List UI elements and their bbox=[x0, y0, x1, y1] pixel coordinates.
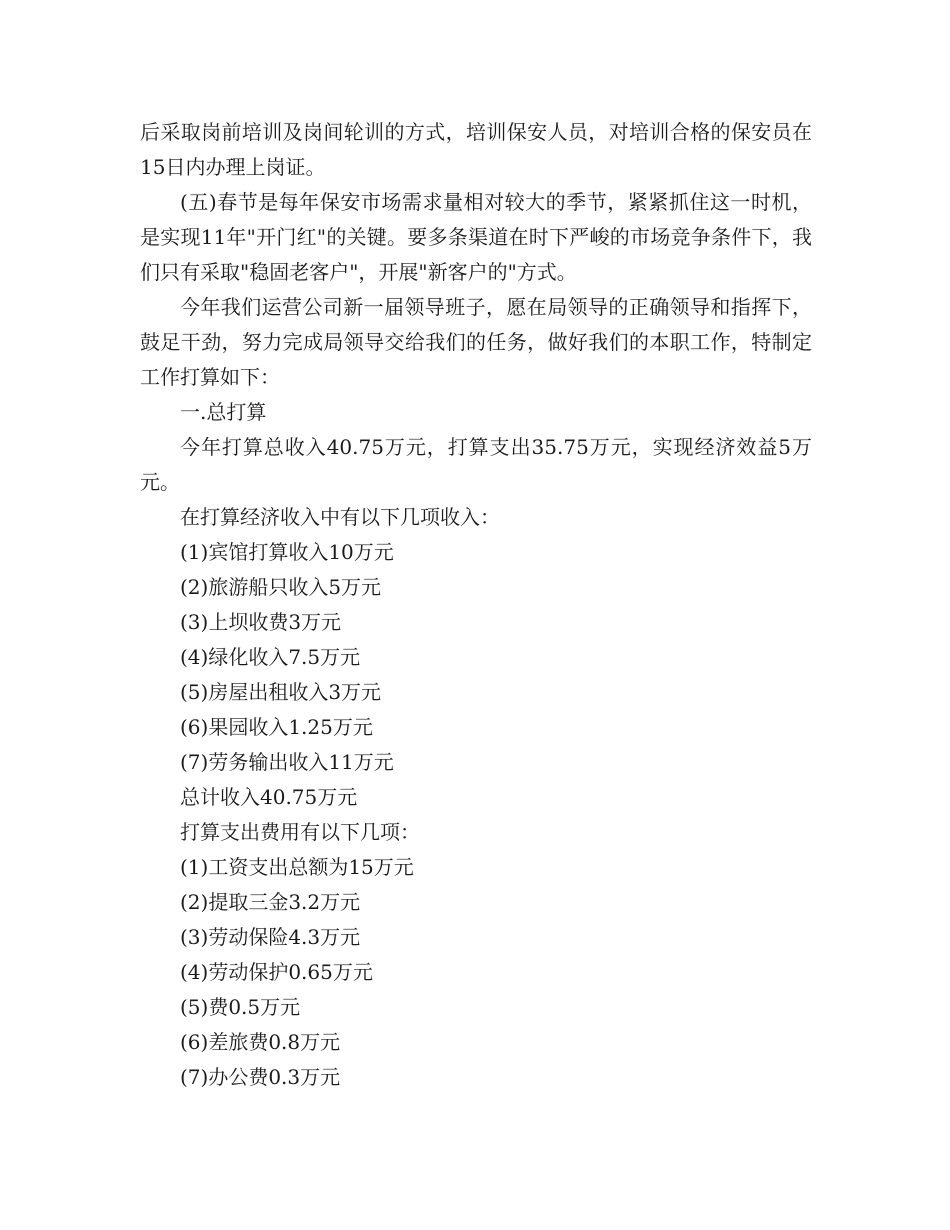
expense-item: (7)办公费0.3万元 bbox=[180, 1065, 341, 1089]
document-page bbox=[140, 115, 812, 1095]
paragraph-training: 后采取岗前培训及岗间轮训的方式，培训保安人员，对培训合格的保安员在15日内办理上岗证。 bbox=[140, 120, 812, 179]
expense-item: (1)工资支出总额为15万元 bbox=[180, 855, 414, 879]
paragraph-overall-plan: 今年打算总收入40.75万元，打算支出35.75万元，实现经济效益5万元。 bbox=[140, 435, 812, 494]
paragraph-spring-festival: (五)春节是每年保安市场需求量相对较大的季节，紧紧抓住这一时机，是实现11年"开门红"的关键。要多条渠道在时下严峻的市场竞争条件下，我们只有采取"稳固老客户"，开展"新客户的"方式。 bbox=[140, 190, 812, 284]
paragraph-leadership: 今年我们运营公司新一届领导班子，愿在局领导的正确领导和指挥下，鼓足干劲，努力完成局领导交给我们的任务，做好我们的本职工作，特制定工作打算如下： bbox=[140, 295, 812, 389]
income-item: (6)果园收入1.25万元 bbox=[180, 715, 373, 739]
income-item: (1)宾馆打算收入10万元 bbox=[180, 540, 394, 564]
expense-item: (2)提取三金3.2万元 bbox=[180, 890, 361, 914]
section-heading-overall-plan: 一.总打算 bbox=[180, 400, 267, 424]
expense-item: (6)差旅费0.8万元 bbox=[180, 1030, 341, 1054]
income-item: (5)房屋出租收入3万元 bbox=[180, 680, 382, 704]
income-item: (7)劳务输出收入11万元 bbox=[180, 750, 394, 774]
expense-item: (4)劳动保护0.65万元 bbox=[180, 960, 373, 984]
income-item: (3)上坝收费3万元 bbox=[180, 610, 342, 634]
expense-heading: 打算支出费用有以下几项： bbox=[180, 820, 420, 844]
expense-item: (3)劳动保险4.3万元 bbox=[180, 925, 361, 949]
income-item: (4)绿化收入7.5万元 bbox=[180, 645, 361, 669]
income-total: 总计收入40.75万元 bbox=[180, 785, 358, 809]
income-item: (2)旅游船只收入5万元 bbox=[180, 575, 382, 599]
income-heading: 在打算经济收入中有以下几项收入： bbox=[180, 505, 500, 529]
expense-item: (5)费0.5万元 bbox=[180, 995, 301, 1019]
